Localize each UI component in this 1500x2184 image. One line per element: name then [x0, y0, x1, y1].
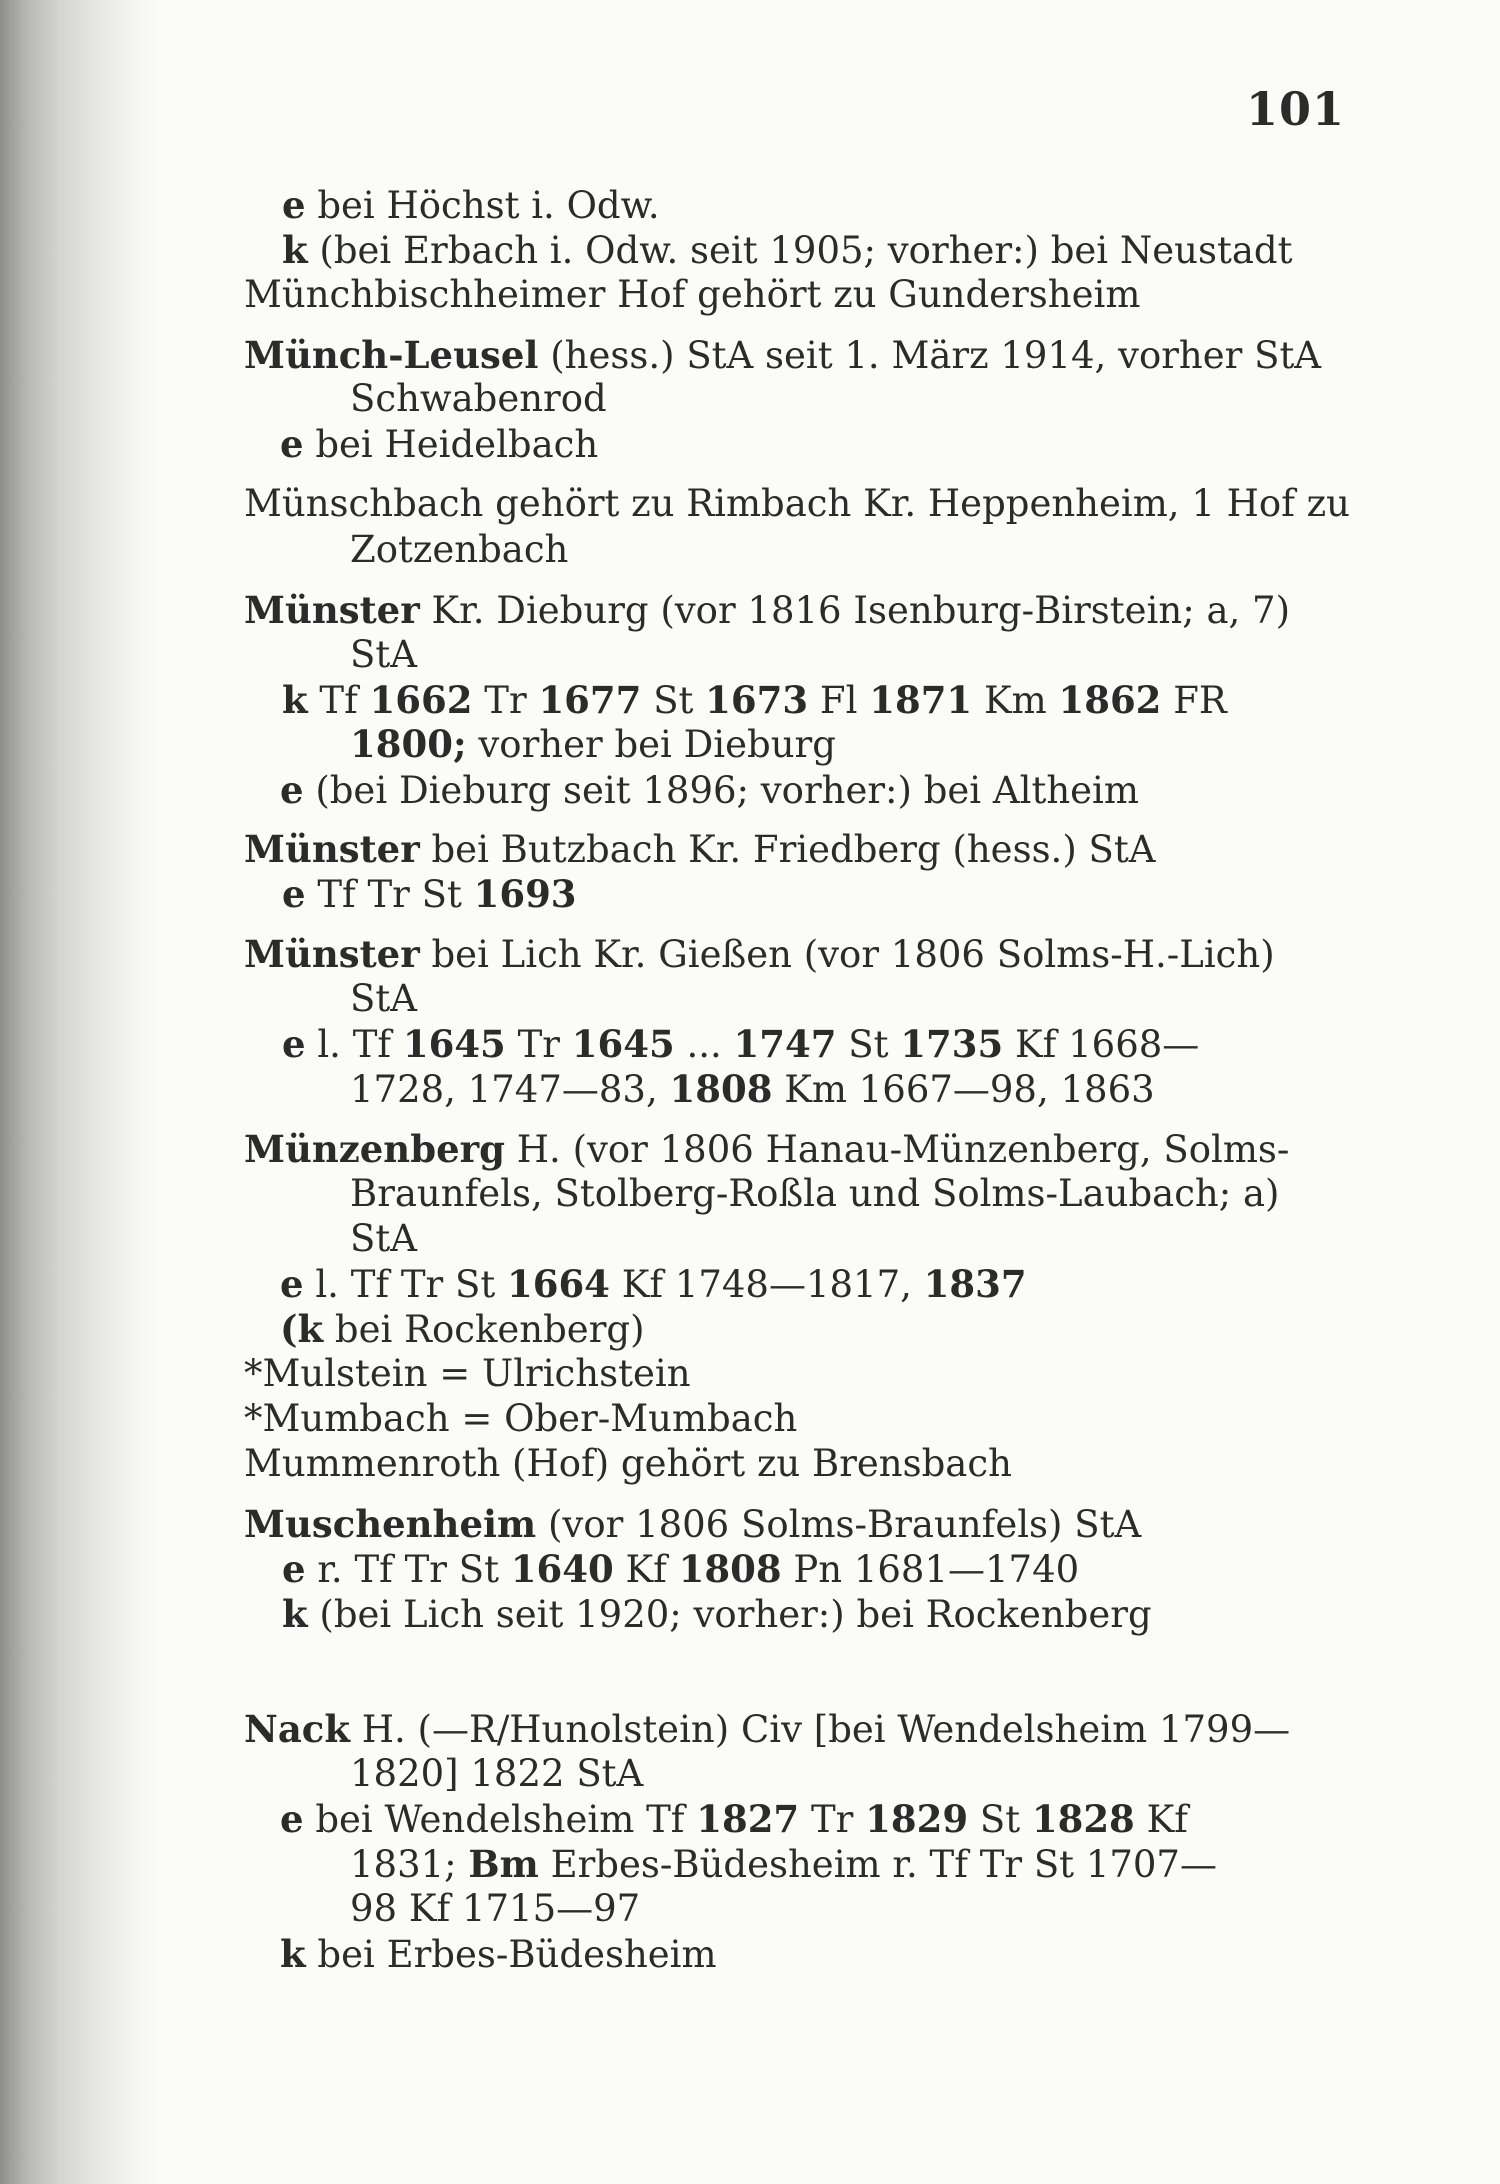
text-line: 1820] 1822 StA — [350, 1752, 644, 1795]
text-line: e Tf Tr St 1693 — [282, 872, 577, 916]
text-line: Münster bei Butzbach Kr. Friedberg (hess.) StA — [244, 827, 1156, 871]
text-line: k Tf 1662 Tr 1677 St 1673 Fl 1871 Km 1862 FR — [282, 678, 1227, 722]
text-line: Zotzenbach — [350, 528, 569, 571]
text-line: 1831; Bm Erbes-Büdesheim r. Tf Tr St 1707— — [350, 1842, 1217, 1886]
text-line: StA — [350, 1217, 417, 1260]
text-line: Nack H. (—R/Hunolstein) Civ [bei Wendelsheim 1799— — [244, 1707, 1291, 1751]
text-line: e bei Höchst i. Odw. — [282, 183, 660, 227]
text-line: Muschenheim (vor 1806 Solms-Braunfels) StA — [244, 1502, 1142, 1546]
text-line: *Mumbach = Ober-Mumbach — [244, 1397, 798, 1440]
text-line: e l. Tf Tr St 1664 Kf 1748—1817, 1837 — [280, 1262, 1027, 1306]
text-line: Münchbischheimer Hof gehört zu Gundersheim — [244, 273, 1141, 316]
text-line: e (bei Dieburg seit 1896; vorher:) bei Altheim — [280, 768, 1139, 812]
text-line: e l. Tf 1645 Tr 1645 ... 1747 St 1735 Kf 1668— — [282, 1022, 1200, 1066]
text-line: StA — [350, 633, 417, 676]
text-line: k (bei Lich seit 1920; vorher:) bei Rockenberg — [282, 1592, 1152, 1636]
text-line: Münch-Leusel (hess.) StA seit 1. März 1914, vorher StA — [244, 333, 1322, 377]
text-line: 1800; vorher bei Dieburg — [350, 722, 836, 766]
text-line: k (bei Erbach i. Odw. seit 1905; vorher:) bei Neustadt — [282, 228, 1293, 272]
text-line: k bei Erbes-Büdesheim — [280, 1932, 717, 1976]
text-line: e r. Tf Tr St 1640 Kf 1808 Pn 1681—1740 — [282, 1547, 1080, 1591]
text-line: Mummenroth (Hof) gehört zu Brensbach — [244, 1442, 1012, 1485]
text-line: Münster bei Lich Kr. Gießen (vor 1806 Solms-H.-Lich) — [244, 932, 1275, 976]
text-line: (k bei Rockenberg) — [280, 1307, 645, 1351]
text-line: 98 Kf 1715—97 — [350, 1887, 641, 1930]
text-line: e bei Wendelsheim Tf 1827 Tr 1829 St 1828 Kf — [280, 1797, 1188, 1841]
text-line: StA — [350, 977, 417, 1020]
text-line: Münzenberg H. (vor 1806 Hanau-Münzenberg, Solms- — [244, 1127, 1290, 1171]
text-line: Braunfels, Stolberg-Roßla und Solms-Laubach; a) — [350, 1172, 1280, 1215]
text-line: Münschbach gehört zu Rimbach Kr. Heppenheim, 1 Hof zu — [244, 482, 1350, 525]
text-line: 1728, 1747—83, 1808 Km 1667—98, 1863 — [350, 1067, 1155, 1111]
text-line: Münster Kr. Dieburg (vor 1816 Isenburg-Birstein; a, 7) — [244, 588, 1291, 632]
page-number: 101 — [1246, 82, 1346, 136]
text-line: Schwabenrod — [350, 377, 607, 420]
text-line: e bei Heidelbach — [280, 422, 599, 466]
text-line: *Mulstein = Ulrichstein — [244, 1352, 691, 1395]
